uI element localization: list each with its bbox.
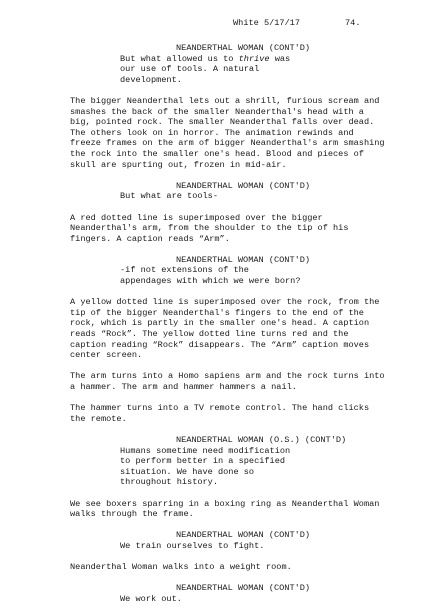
dialogue-block	[70, 446, 295, 488]
character-cue: NEANDERTHAL WOMAN (CONT'D)	[176, 254, 311, 265]
character-cue: NEANDERTHAL WOMAN (CONT'D)	[176, 43, 311, 53]
action-line: We see boxers sparring in a boxing ring as Neanderthal Woman	[70, 498, 380, 509]
character-cue: NEANDERTHAL WOMAN (CONT'D)	[176, 530, 311, 541]
dialogue-line: -if not extensions of the	[120, 265, 249, 276]
dialogue-block	[70, 265, 301, 287]
dialogue-line: our use of tools. A natural	[120, 64, 260, 75]
dialogue-line: throughout history.	[120, 477, 218, 488]
action-line: reads “Rock”. The yellow dotted line turns red and the	[70, 329, 349, 340]
dialogue-line: Humans sometime need modification	[120, 445, 291, 456]
page-header	[0, 18, 426, 30]
dialogue-block	[70, 191, 295, 202]
action-line: caption reading “Rock” disappears. The “Arm” caption moves	[70, 339, 370, 350]
action-block	[70, 562, 390, 573]
action-line: big, pointed rock. The smaller Neanderthal falls over dead.	[70, 117, 375, 128]
action-line: the rock into the smaller one's head. Blood and pieces of	[70, 148, 364, 159]
dialogue-line: situation. We have done so	[120, 466, 255, 477]
action-line: freeze frames on the arm of bigger Neanderthal's arm smashing	[70, 138, 385, 149]
action-line: fingers. A caption reads “Arm”.	[70, 233, 230, 244]
action-line: A red dotted line is superimposed over the bigger	[70, 212, 323, 223]
action-line: The others look on in horror. The animation rewinds and	[70, 127, 354, 138]
action-line: A yellow dotted line is superimposed over the rock, from the	[70, 297, 380, 308]
draft-revision-label: White 5/17/17	[233, 18, 301, 28]
action-line: The hammer turns into a TV remote control. The hand clicks	[70, 403, 370, 414]
action-line: Neanderthal's arm, from the shoulder to the tip of his	[70, 223, 349, 234]
dialogue-line: appendages with which we were born?	[120, 276, 301, 287]
action-block	[70, 371, 390, 392]
action-line: The bigger Neanderthal lets out a shrill, furious scream and	[70, 95, 380, 106]
dialogue-line: development.	[120, 74, 182, 85]
dialogue-block	[70, 541, 295, 552]
action-block	[70, 297, 390, 361]
page-number: 74.	[345, 18, 361, 28]
action-line: smashes the back of the smaller Neanderthal's head with a	[70, 106, 364, 117]
dialogue-block	[70, 54, 295, 86]
dialogue-line: But what are tools-	[120, 191, 218, 202]
action-line: tip of the bigger Neanderthal's fingers to the end of the	[70, 307, 364, 318]
character-cue: NEANDERTHAL WOMAN (CONT'D)	[176, 583, 311, 594]
action-line: skull are spurting out, frozen in mid-air.	[70, 159, 287, 170]
action-line: a hammer. The arm and hammer hammers a nail.	[70, 382, 297, 392]
action-line: walks through the frame.	[70, 509, 194, 520]
action-block	[70, 403, 390, 424]
script-body	[70, 43, 390, 615]
action-line: the remote.	[70, 413, 127, 424]
character-cue: NEANDERTHAL WOMAN (CONT'D)	[176, 180, 311, 191]
action-line: rock, which is partly in the smaller one's head. A caption	[70, 318, 370, 329]
dialogue-line: We work out.	[120, 593, 182, 604]
action-line: Neanderthal Woman walks into a weight room.	[70, 562, 292, 573]
action-block	[70, 499, 390, 520]
dialogue-line: But what allowed us to thrive was	[120, 53, 291, 64]
dialogue-line: to perform better in a specified	[120, 456, 286, 467]
dialogue-block	[70, 594, 295, 605]
action-line: The arm turns into a Homo sapiens arm and the rock turns into	[70, 371, 385, 382]
action-block	[70, 213, 390, 245]
character-cue: NEANDERTHAL WOMAN (O.S.) (CONT'D)	[176, 434, 347, 445]
action-line: center screen.	[70, 350, 143, 361]
dialogue-line: We train ourselves to fight.	[120, 540, 265, 551]
action-block	[70, 96, 390, 170]
